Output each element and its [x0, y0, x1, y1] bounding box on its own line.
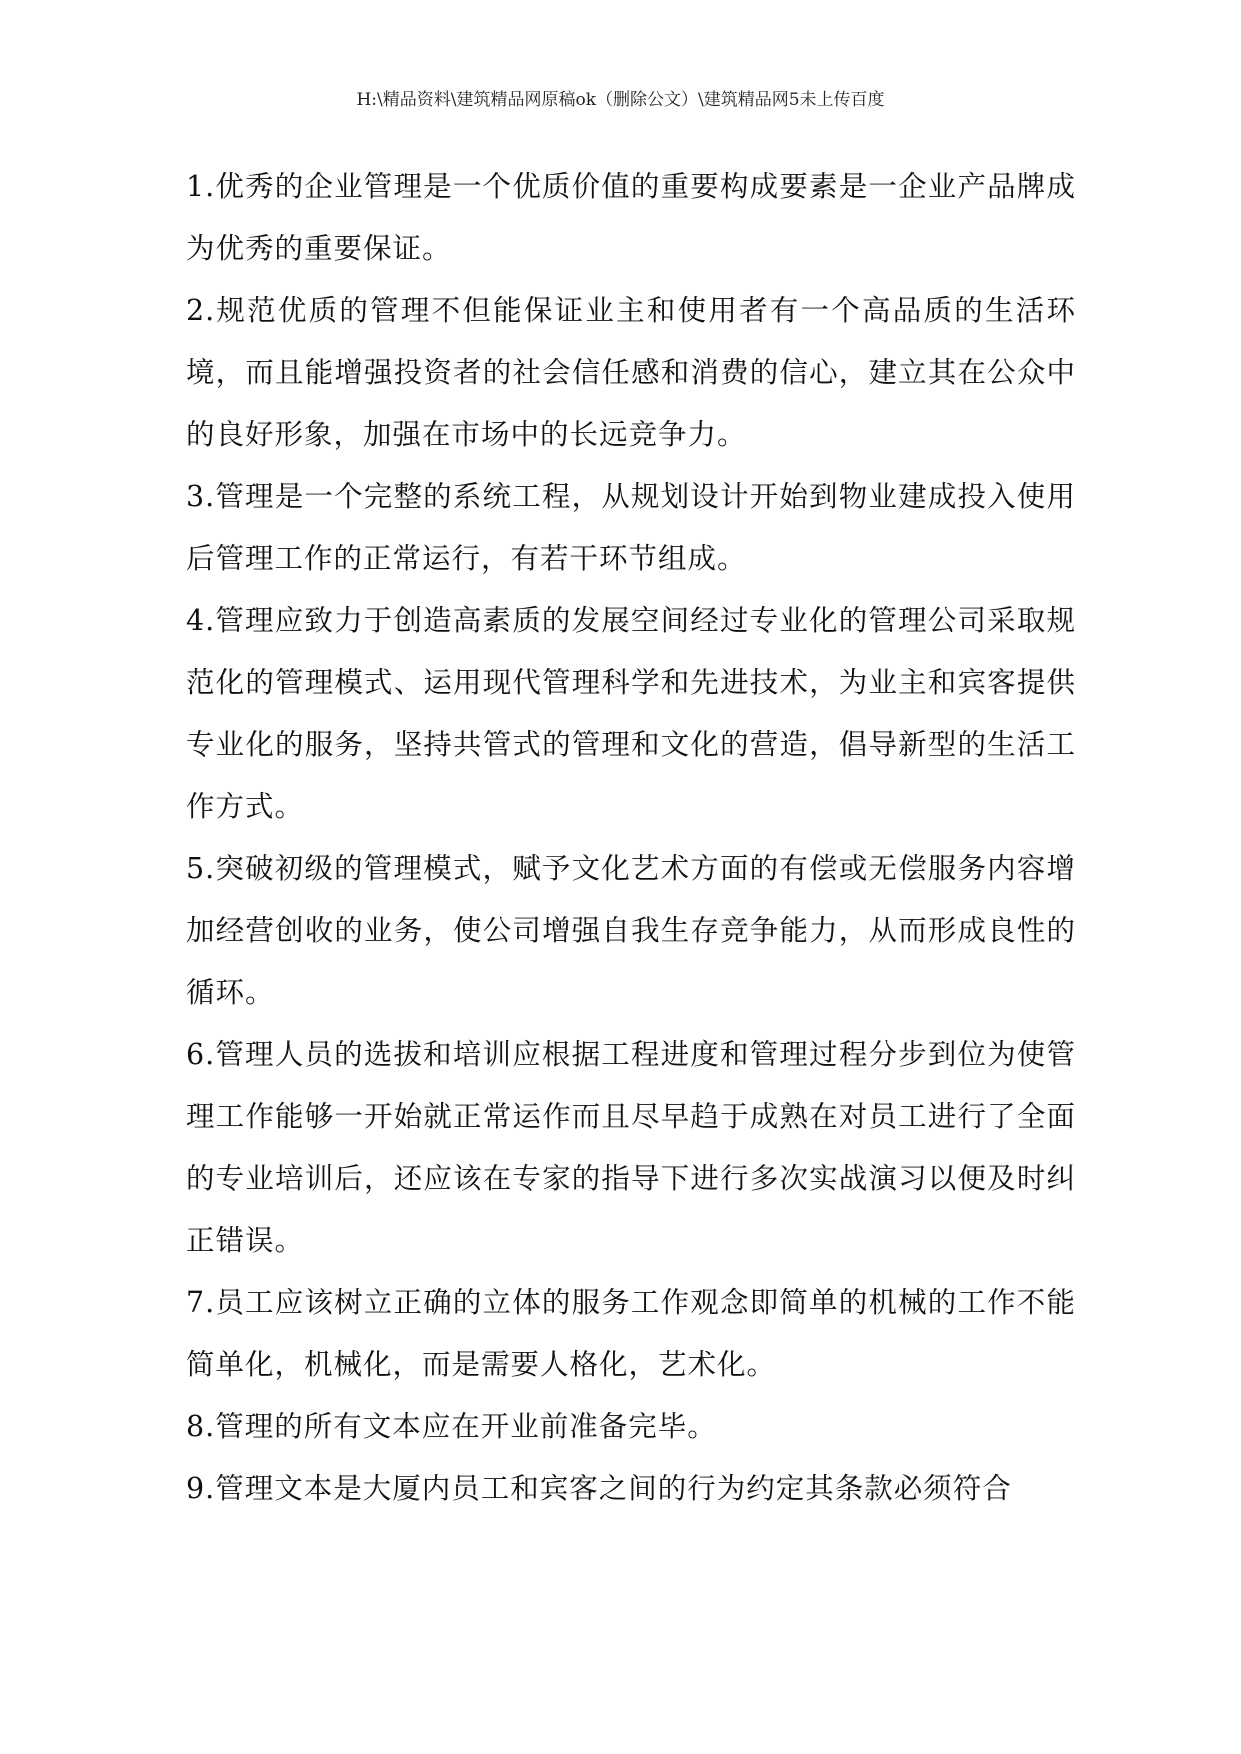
paragraph-5: 5.突破初级的管理模式，赋予文化艺术方面的有偿或无偿服务内容增加经营创收的业务，使公司增强自我生存竞争能力，从而形成良性的循环。: [186, 852, 1076, 1009]
paragraph-1: 1.优秀的企业管理是一个优质价值的重要构成要素是一企业产品牌成为优秀的重要保证。: [186, 170, 1076, 265]
paragraph-7: 7.员工应该树立正确的立体的服务工作观念即简单的机械的工作不能简单化，机械化，而是需要人格化，艺术化。: [186, 1286, 1076, 1381]
paragraph-3: 3.管理是一个完整的系统工程，从规划设计开始到物业建成投入使用后管理工作的正常运行，有若干环节组成。: [186, 480, 1076, 575]
paragraph-4: 4.管理应致力于创造高素质的发展空间经过专业化的管理公司采取规范化的管理模式、运用现代管理科学和先进技术，为业主和宾客提供专业化的服务，坚持共管式的管理和文化的营造，倡导新型的生活工作方式。: [186, 604, 1076, 823]
document-body: [186, 156, 1076, 1520]
paragraph-8: 8.管理的所有文本应在开业前准备完毕。: [186, 1410, 717, 1443]
paragraph-9: 9.管理文本是大厦内员工和宾客之间的行为约定其条款必须符合: [186, 1472, 1012, 1505]
file-path-header: H:\精品资料\建筑精品网原稿ok（删除公文）\建筑精品网5未上传百度: [356, 90, 885, 110]
paragraph-2: 2.规范优质的管理不但能保证业主和使用者有一个高品质的生活环境，而且能增强投资者的社会信任感和消费的信心，建立其在公众中的良好形象，加强在市场中的长远竞争力。: [186, 294, 1076, 451]
paragraph-6: 6.管理人员的选拔和培训应根据工程进度和管理过程分步到位为使管理工作能够一开始就正常运作而且尽早趋于成熟在对员工进行了全面的专业培训后，还应该在专家的指导下进行多次实战演习以便及时纠正错误。: [186, 1038, 1076, 1257]
